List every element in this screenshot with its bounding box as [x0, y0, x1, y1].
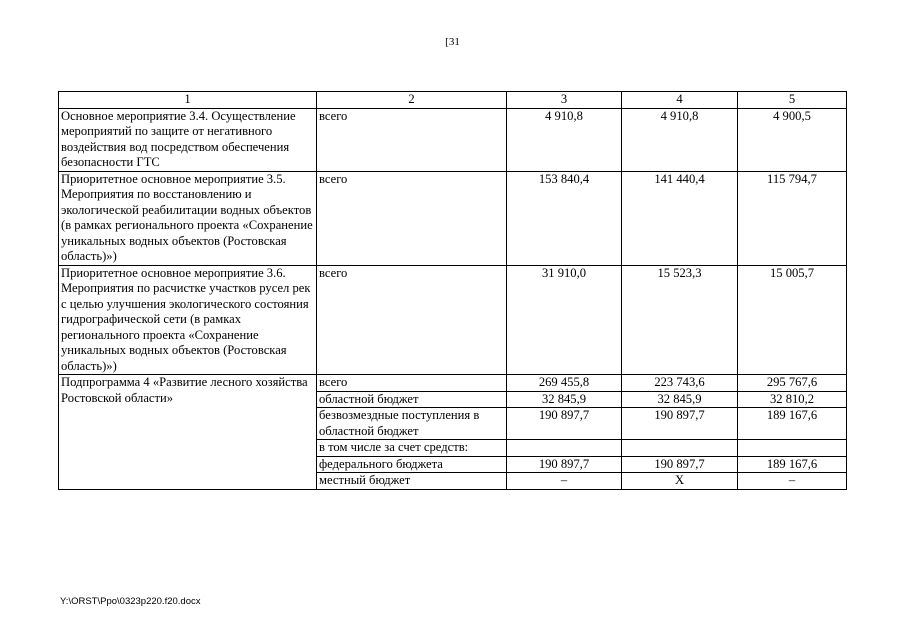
funding-source: федерального бюджета — [317, 456, 507, 473]
column-header-1: 1 — [59, 92, 317, 109]
value-col3: 190 897,7 — [507, 408, 622, 440]
value-col5: 15 005,7 — [738, 265, 847, 375]
value-col3: – — [507, 473, 622, 490]
value-col4: 32 845,9 — [622, 391, 738, 408]
measure-name: Основное мероприятие 3.4. Осуществление мероприятий по защите от негативного воздействия вод посредством обеспечения безопасности ГТС — [59, 108, 317, 171]
value-col3: 31 910,0 — [507, 265, 622, 375]
value-col5: 4 900,5 — [738, 108, 847, 171]
funding-source: местный бюджет — [317, 473, 507, 490]
value-col4: 141 440,4 — [622, 171, 738, 265]
funding-source: всего — [317, 171, 507, 265]
value-col5 — [738, 440, 847, 457]
value-col4: 190 897,7 — [622, 456, 738, 473]
column-header-5: 5 — [738, 92, 847, 109]
subprogram-name: Подпрограмма 4 «Развитие лесного хозяйства Ростовской области» — [59, 375, 317, 490]
measure-name: Приоритетное основное мероприятие 3.6. Мероприятия по расчистке участков русел рек с целью улучшения экологического состояния гидрографической сети (в рамках регионального проекта «Сохранение уникальных водных объектов (Ростовская область)») — [59, 265, 317, 375]
file-path-footer: Y:\ORST\Ppo\0323p220.f20.docx — [60, 596, 201, 607]
funding-source: всего — [317, 375, 507, 392]
value-col5: 115 794,7 — [738, 171, 847, 265]
page-number: [31 — [445, 36, 460, 48]
value-col4: 15 523,3 — [622, 265, 738, 375]
value-col3 — [507, 440, 622, 457]
table-header-row — [59, 92, 847, 109]
funding-source: областной бюджет — [317, 391, 507, 408]
funding-source: всего — [317, 108, 507, 171]
column-header-2: 2 — [317, 92, 507, 109]
value-col3: 153 840,4 — [507, 171, 622, 265]
funding-source: всего — [317, 265, 507, 375]
value-col5: 189 167,6 — [738, 456, 847, 473]
table-row — [59, 171, 847, 265]
budget-table — [58, 91, 847, 490]
subprogram-row — [59, 375, 847, 392]
value-col5: – — [738, 473, 847, 490]
column-header-3: 3 — [507, 92, 622, 109]
value-col4: 223 743,6 — [622, 375, 738, 392]
value-col3: 32 845,9 — [507, 391, 622, 408]
table-row — [59, 265, 847, 375]
value-col5: 32 810,2 — [738, 391, 847, 408]
column-header-4: 4 — [622, 92, 738, 109]
value-col5: 189 167,6 — [738, 408, 847, 440]
funding-source: безвозмездные поступления в областной бюджет — [317, 408, 507, 440]
value-col4: 4 910,8 — [622, 108, 738, 171]
measure-name: Приоритетное основное мероприятие 3.5. Мероприятия по восстановлению и экологической реабилитации водных объектов (в рамках регионального проекта «Сохранение уникальных водных объектов (Ростовская область)») — [59, 171, 317, 265]
value-col4: Х — [622, 473, 738, 490]
funding-source: в том числе за счет средств: — [317, 440, 507, 457]
value-col5: 295 767,6 — [738, 375, 847, 392]
value-col3: 190 897,7 — [507, 456, 622, 473]
value-col3: 4 910,8 — [507, 108, 622, 171]
table-row — [59, 108, 847, 171]
value-col4: 190 897,7 — [622, 408, 738, 440]
value-col3: 269 455,8 — [507, 375, 622, 392]
value-col4 — [622, 440, 738, 457]
